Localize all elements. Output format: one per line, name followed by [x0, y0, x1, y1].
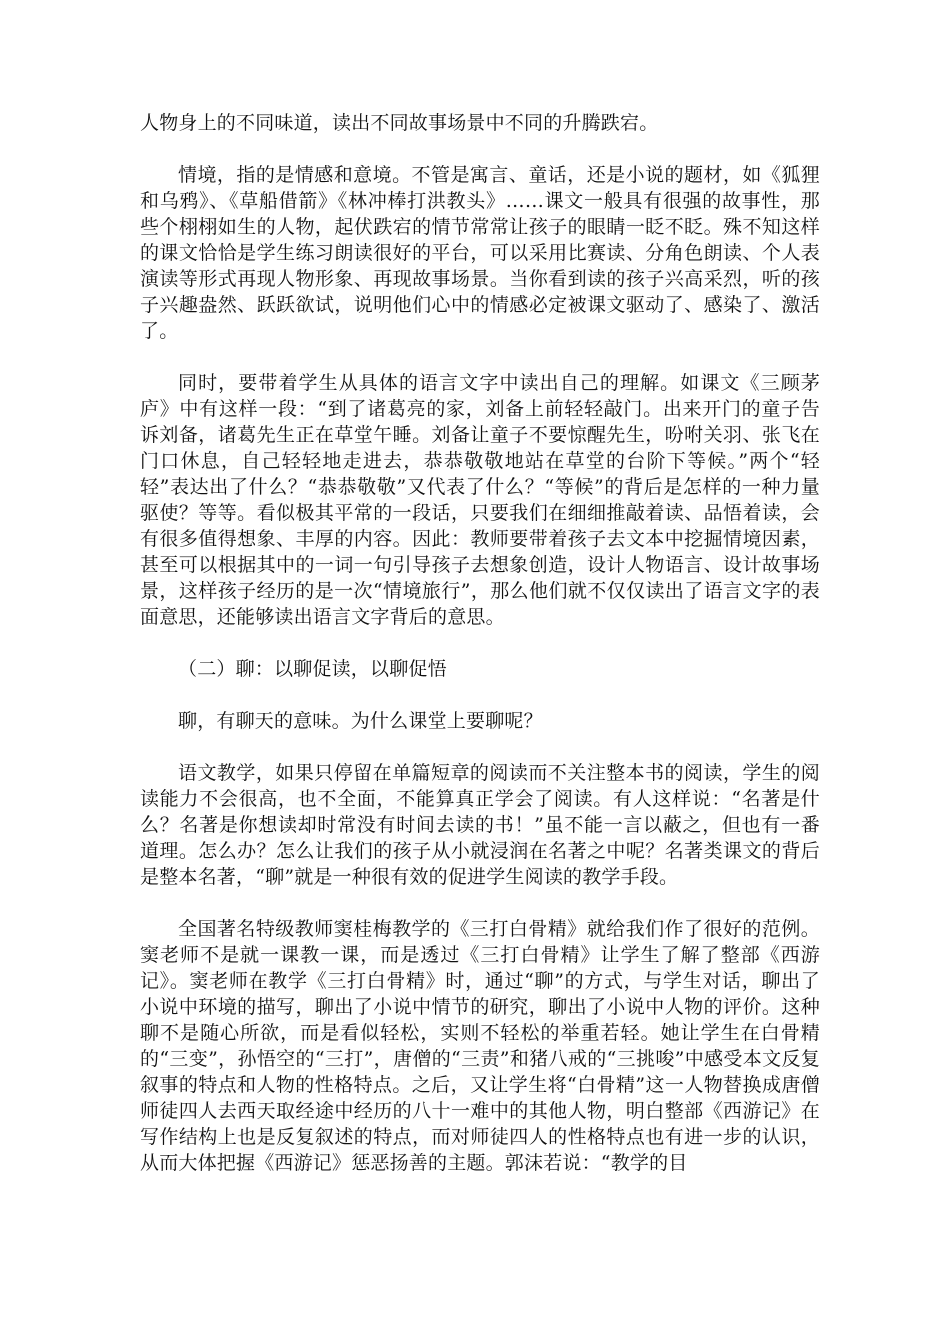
paragraph-understanding: 同时，要带着学生从具体的语言文字中读出自己的理解。如课文《三顾茅庐》中有这样一段：“到了诸葛亮的家，刘备上前轻轻敲门。出来开门的童子告诉刘备，诸葛先生正在草堂午睡。刘备让童子不要惊醒先生，吩咐关羽、张飞在门口休息，自己轻轻地走进去，恭恭敬敬地站在草堂的台阶下等候。”两个“轻轻”表达出了什么？“恭恭敬敬”又代表了什么？“等候”的背后是怎样的一种力量驱使？等等。看似极其平常的一段话，只要我们在细细推敲着读、品悟着读，会有很多值得想象、丰厚的内容。因此：教师要带着孩子去文本中挖掘情境因素，甚至可以根据其中的一词一句引导孩子去想象创造，设计人物语言、设计故事场景，这样孩子经历的是一次“情境旅行”，那么他们就不仅仅读出了语言文字的表面意思，还能够读出语言文字背后的意思。 — [140, 372, 820, 628]
paragraph-whole-book: 语文教学，如果只停留在单篇短章的阅读而不关注整本书的阅读，学生的阅读能力不会很高，也不全面，不能算真正学会了阅读。有人这样说：“名著是什么？名著是你想读却时常没有时间去读的书！”虽不能一言以蔽之，但也有一番道理。怎么办？怎么让我们的孩子从小就浸润在名著之中呢？名著类课文的背后是整本名著，“聊”就是一种很有效的促进学生阅读的教学手段。 — [140, 762, 820, 888]
section-heading: （二）聊：以聊促读，以聊促悟 — [178, 658, 447, 680]
document-page — [140, 110, 820, 1202]
paragraph-chat-intro: 聊，有聊天的意味。为什么课堂上要聊呢？ — [178, 710, 543, 732]
paragraph-example: 全国著名特级教师窦桂梅教学的《三打白骨精》就给我们作了很好的范例。窦老师不是就一课教一课，而是透过《三打白骨精》让学生了解了整部《西游记》。窦老师在教学《三打白骨精》时，通过“聊”的方式，与学生对话，聊出了小说中环境的描写，聊出了小说中情节的研究，聊出了小说中人物的评价。这种聊不是随心所欲，而是看似轻松，实则不轻松的举重若轻。她让学生在白骨精的“三变”，孙悟空的“三打”，唐僧的“三责”和猪八戒的“三挑唆”中感受本文反复叙事的特点和人物的性格特点。之后，又让学生将“白骨精”这一人物替换成唐僧师徒四人去西天取经途中经历的八十一难中的其他人物，明白整部《西游记》在写作结构上也是反复叙述的特点，而对师徒四人的性格特点也有进一步的认识，从而大体把握《西游记》惩恶扬善的主题。郭沫若说：“教学的目 — [140, 918, 820, 1174]
paragraph-continuation: 人物身上的不同味道，读出不同故事场景中不同的升腾跌宕。 — [140, 112, 659, 134]
paragraph-situation: 情境，指的是情感和意境。不管是寓言、童话，还是小说的题材，如《狐狸和乌鸦》、《草船借箭》《林冲棒打洪教头》……课文一般具有很强的故事性，那些个栩栩如生的人物，起伏跌宕的情节常常让孩子的眼睛一眨不眨。殊不知这样的课文恰恰是学生练习朗读很好的平台，可以采用比赛读、分角色朗读、个人表演读等形式再现人物形象、再现故事场景。当你看到读的孩子兴高采烈，听的孩子兴趣盎然、跃跃欲试，说明他们心中的情感必定被课文驱动了、感染了、激活了。 — [140, 164, 820, 342]
